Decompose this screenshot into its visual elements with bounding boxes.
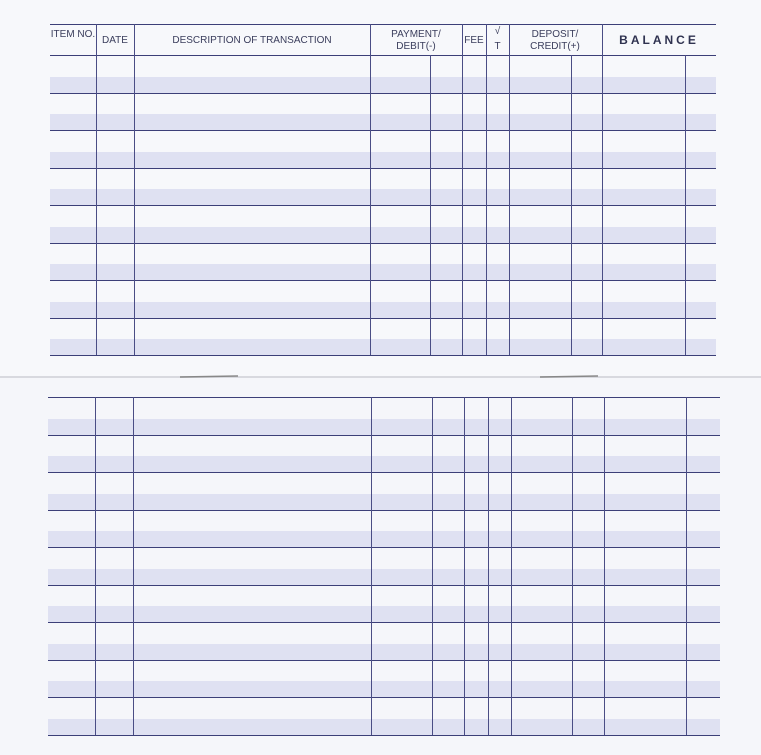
column-divider bbox=[509, 24, 510, 355]
column-divider bbox=[486, 24, 487, 355]
row-shading bbox=[48, 681, 720, 697]
header-t: T bbox=[494, 41, 501, 52]
page-fold bbox=[0, 376, 761, 378]
row-line bbox=[48, 397, 720, 398]
cents-divider bbox=[432, 397, 433, 735]
row-shading bbox=[50, 264, 716, 280]
column-divider bbox=[462, 24, 463, 355]
row-shading bbox=[50, 227, 716, 243]
cents-divider bbox=[571, 55, 572, 355]
header-item-no: ITEM NO. bbox=[50, 29, 96, 40]
cents-divider bbox=[685, 55, 686, 355]
column-divider bbox=[464, 397, 465, 735]
row-shading bbox=[50, 189, 716, 205]
row-line bbox=[48, 547, 720, 548]
header-date: DATE bbox=[102, 35, 128, 46]
header-description: DESCRIPTION OF TRANSACTION bbox=[172, 35, 332, 46]
row-line bbox=[48, 510, 720, 511]
cents-divider bbox=[572, 397, 573, 735]
header-deposit: DEPOSIT/ CREDIT(+) bbox=[530, 29, 580, 52]
header-fee: FEE bbox=[464, 35, 484, 46]
row-line bbox=[48, 585, 720, 586]
cents-divider bbox=[430, 55, 431, 355]
row-shading bbox=[48, 569, 720, 585]
row-shading bbox=[50, 339, 716, 355]
header-top-line bbox=[50, 24, 716, 25]
header-payment: PAYMENT/ DEBIT(-) bbox=[391, 29, 441, 52]
row-shading bbox=[48, 606, 720, 622]
staple-icon bbox=[178, 374, 238, 379]
header-balance: BALANCE bbox=[619, 33, 699, 47]
column-divider bbox=[488, 397, 489, 735]
row-shading bbox=[50, 152, 716, 168]
row-line bbox=[50, 280, 716, 281]
row-shading bbox=[48, 419, 720, 435]
row-line bbox=[48, 697, 720, 698]
column-divider bbox=[133, 397, 134, 735]
column-divider bbox=[370, 24, 371, 355]
row-line bbox=[48, 435, 720, 436]
check-mark-icon: √ bbox=[494, 26, 501, 37]
row-line bbox=[50, 205, 716, 206]
row-shading bbox=[48, 644, 720, 660]
row-line bbox=[48, 735, 720, 736]
row-shading bbox=[48, 456, 720, 472]
cents-divider bbox=[686, 397, 687, 735]
column-divider bbox=[96, 24, 97, 355]
row-line bbox=[50, 318, 716, 319]
column-divider bbox=[511, 397, 512, 735]
row-line bbox=[50, 93, 716, 94]
row-shading bbox=[48, 494, 720, 510]
row-line bbox=[48, 660, 720, 661]
column-divider bbox=[134, 24, 135, 355]
row-line bbox=[50, 130, 716, 131]
row-line bbox=[50, 168, 716, 169]
row-shading bbox=[50, 302, 716, 318]
row-line bbox=[50, 55, 716, 56]
staple-icon bbox=[538, 374, 598, 379]
row-shading bbox=[48, 719, 720, 735]
row-shading bbox=[50, 77, 716, 93]
column-divider bbox=[371, 397, 372, 735]
row-shading bbox=[50, 114, 716, 130]
row-line bbox=[50, 243, 716, 244]
column-divider bbox=[95, 397, 96, 735]
row-line bbox=[50, 355, 716, 356]
column-divider bbox=[602, 24, 603, 355]
column-divider bbox=[604, 397, 605, 735]
row-shading bbox=[48, 531, 720, 547]
row-line bbox=[48, 472, 720, 473]
row-line bbox=[48, 622, 720, 623]
